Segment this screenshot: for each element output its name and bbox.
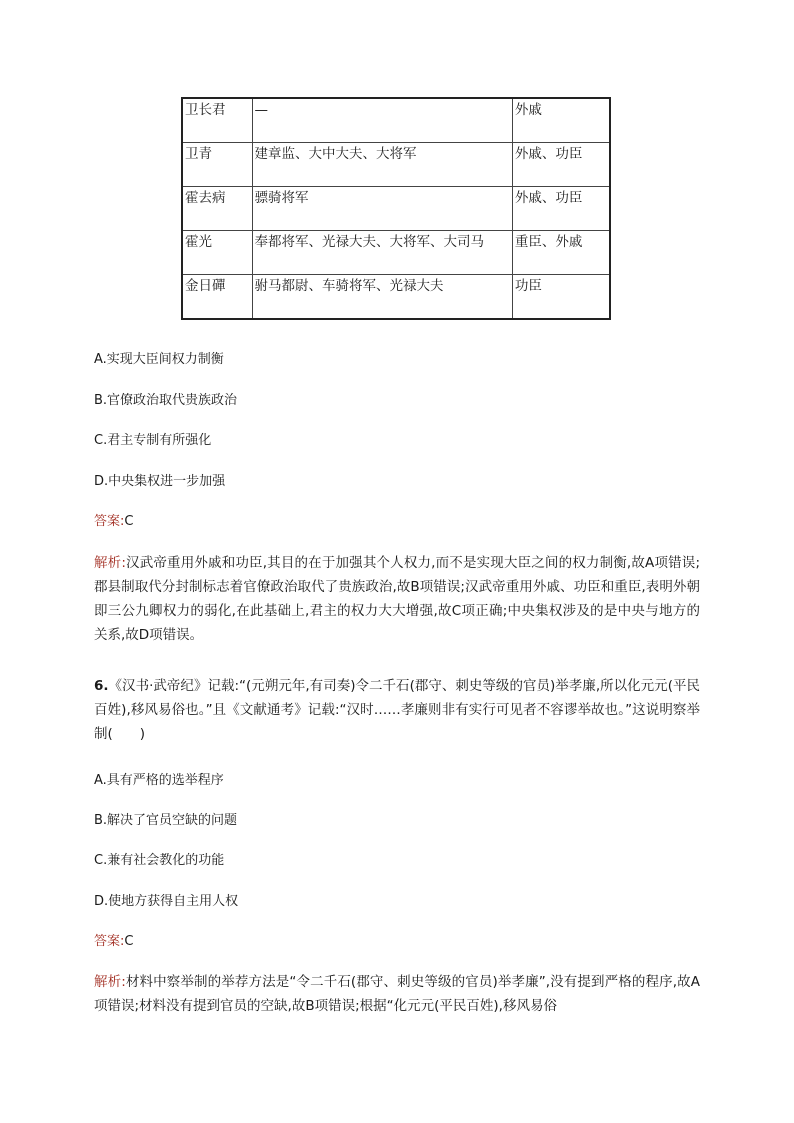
- official-name: 金日磾: [182, 275, 252, 320]
- answer-label: 答案:: [94, 934, 125, 949]
- q6-option-d: D.使地方获得自主用人权: [94, 894, 239, 909]
- official-posts: 奉都将军、光禄大夫、大将军、大司马: [252, 231, 512, 275]
- analysis-label: 解析:: [94, 974, 126, 990]
- official-identity: 外戚: [512, 98, 610, 143]
- table-row: [182, 143, 610, 187]
- official-identity: 外戚、功臣: [512, 187, 610, 231]
- answer-value: C: [124, 514, 134, 529]
- q5-analysis: [94, 551, 700, 647]
- official-posts: —: [252, 98, 512, 143]
- question-number: 6.: [94, 678, 109, 694]
- q6-stem: [94, 674, 700, 746]
- official-identity: 外戚、功臣: [512, 143, 610, 187]
- answer-label: 答案:: [94, 514, 125, 529]
- question-text: 《汉书·武帝纪》记载:“(元朔元年,有司奏)令二千石(郡守、刺史等级的官员)举孝廉,所以化元元(平民百姓),移风易俗也。”且《文献通考》记载:“汉时……孝廉则非有实行可见者不容谬举故也。”这说明察举制( ): [94, 678, 700, 742]
- official-name: 卫青: [182, 143, 252, 187]
- q5-option-c: C.君主专制有所强化: [94, 433, 212, 448]
- q6-option-c: C.兼有社会教化的功能: [94, 853, 225, 868]
- analysis-label: 解析:: [94, 555, 126, 571]
- official-name: 霍光: [182, 231, 252, 275]
- table-row: [182, 187, 610, 231]
- official-identity: 重臣、外戚: [512, 231, 610, 275]
- official-name: 卫长君: [182, 98, 252, 143]
- official-identity: 功臣: [512, 275, 610, 320]
- official-posts: 骠骑将军: [252, 187, 512, 231]
- table-row: [182, 275, 610, 320]
- analysis-text: 汉武帝重用外戚和功臣,其目的在于加强其个人权力,而不是实现大臣之间的权力制衡,故A项错误;郡县制取代分封制标志着官僚政治取代了贵族政治,故B项错误;汉武帝重用外戚、功臣和重臣,表明外朝即三公九卿权力的弱化,在此基础上,君主的权力大大增强,故C项正确;中央集权涉及的是中央与地方的关系,故D项错误。: [94, 555, 700, 643]
- official-posts: 驸马都尉、车骑将军、光禄大夫: [252, 275, 512, 320]
- q6-option-b: B.解决了官员空缺的问题: [94, 813, 238, 828]
- q5-answer: [94, 513, 133, 531]
- q6-option-a: A.具有严格的选举程序: [94, 773, 224, 788]
- answer-value: C: [124, 934, 134, 949]
- table-row: [182, 98, 610, 143]
- table-row: [182, 231, 610, 275]
- q6-analysis: [94, 970, 700, 1018]
- analysis-text: 材料中察举制的举荐方法是“令二千石(郡守、刺史等级的官员)举孝廉”,没有提到严格的程序,故A项错误;材料没有提到官员的空缺,故B项错误;根据“化元元(平民百姓),移风易俗: [94, 974, 700, 1014]
- official-posts: 建章监、大中大夫、大将军: [252, 143, 512, 187]
- officials-table: [181, 97, 611, 320]
- q6-answer: [94, 933, 133, 951]
- q5-option-b: B.官僚政治取代贵族政治: [94, 393, 238, 408]
- official-name: 霍去病: [182, 187, 252, 231]
- q5-option-d: D.中央集权进一步加强: [94, 474, 226, 489]
- q5-option-a: A.实现大臣间权力制衡: [94, 352, 224, 367]
